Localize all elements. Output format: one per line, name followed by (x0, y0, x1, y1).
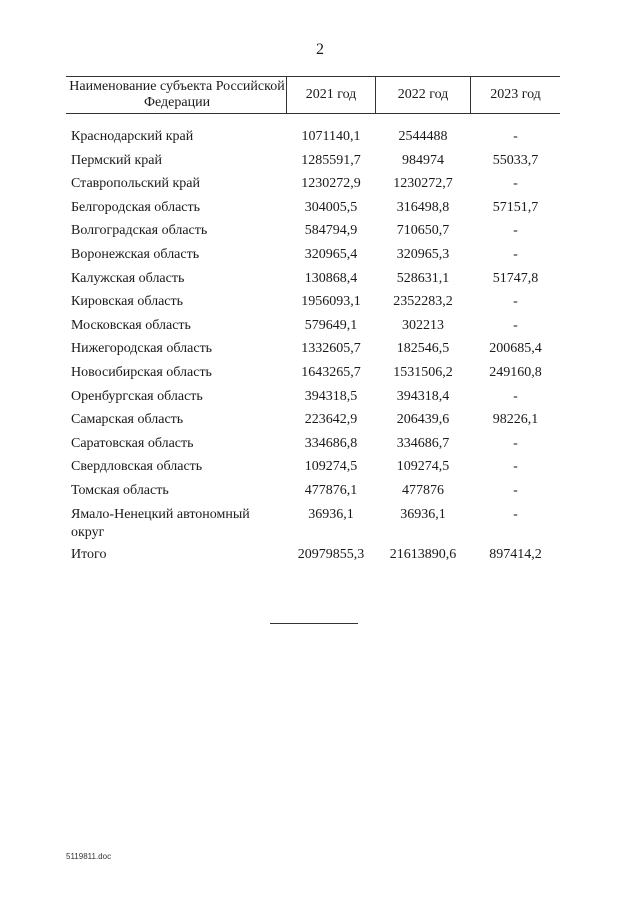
value-2022: 528631,1 (396, 270, 450, 286)
table-row (0, 506, 640, 546)
value-2022: 109274,5 (396, 459, 450, 475)
end-of-table-rule (270, 623, 358, 624)
table-row (0, 199, 640, 223)
value-2022: 1230272,7 (393, 176, 453, 192)
value-2023: - (513, 435, 518, 451)
value-2021: 320965,4 (304, 246, 358, 262)
value-2022: 302213 (402, 317, 444, 333)
value-2022: 36936,1 (400, 506, 446, 522)
value-2021: 477876,1 (304, 482, 358, 498)
table-header-bottom-rule (66, 113, 560, 114)
value-2023: - (513, 506, 518, 522)
column-header-2021: 2021 год (305, 87, 357, 102)
value-2023: 55033,7 (492, 152, 539, 168)
table-row (0, 317, 640, 341)
table-row (0, 435, 640, 459)
value-2021: 36936,1 (308, 506, 354, 522)
value-2023: - (513, 223, 518, 239)
value-2022: 984974 (402, 152, 444, 168)
region-name: Пермский край (71, 152, 162, 168)
value-2021: 1956093,1 (301, 294, 361, 310)
document-code: 5119811.doc (66, 852, 112, 861)
value-2021: 223642,9 (304, 412, 358, 428)
region-name: Кировская область (71, 294, 184, 310)
table-row (0, 270, 640, 294)
page-number: 2 (316, 41, 324, 58)
total-label: Итого (71, 546, 107, 562)
table-row (0, 388, 640, 412)
total-2021: 20979855,3 (297, 546, 365, 562)
region-name: Волгоградская область (71, 223, 208, 239)
region-name: Краснодарский край (71, 129, 194, 144)
column-header-region: Наименование субъекта Российской Федерации (69, 79, 285, 110)
region-name: Саратовская область (71, 435, 194, 451)
region-name: Оренбургская область (71, 388, 203, 404)
table-row (0, 458, 640, 482)
value-2021: 584794,9 (304, 223, 358, 239)
table-row (0, 364, 640, 388)
value-2021: 1285591,7 (301, 152, 361, 168)
value-2022: 2352283,2 (393, 294, 453, 310)
table-row (0, 175, 640, 199)
value-2023: 200685,4 (489, 341, 542, 357)
value-2021: 109274,5 (304, 459, 358, 475)
value-2021: 579649,1 (304, 317, 358, 333)
value-2023: 51747,8 (492, 270, 539, 286)
region-name: Самарская область (71, 412, 184, 428)
value-2021: 1230272,9 (301, 176, 361, 192)
value-2023: - (513, 482, 518, 498)
table-row (0, 128, 640, 152)
value-2023: - (513, 388, 518, 404)
value-2021: 130868,4 (304, 270, 358, 286)
value-2022: 1531506,2 (393, 364, 453, 380)
value-2021: 1071140,1 (301, 129, 361, 144)
region-name: Нижегородская область (71, 341, 213, 357)
value-2023: - (513, 294, 518, 310)
value-2023: - (513, 317, 518, 333)
region-name: Воронежская область (71, 246, 200, 262)
table-row (0, 340, 640, 364)
region-name: Белгородская область (71, 199, 201, 215)
table-row (0, 411, 640, 435)
value-2022: 394318,4 (396, 388, 450, 404)
value-2021: 304005,5 (304, 199, 358, 215)
table-row (0, 246, 640, 270)
region-name: Ставропольский край (71, 176, 200, 192)
value-2023: - (513, 129, 518, 144)
value-2021: 1332605,7 (301, 341, 361, 357)
value-2022: 206439,6 (396, 412, 450, 428)
table-row (0, 152, 640, 176)
region-name: Новосибирская область (71, 364, 212, 380)
value-2022: 320965,3 (396, 246, 450, 262)
column-header-2022: 2022 год (397, 87, 449, 102)
value-2022: 316498,8 (396, 199, 450, 215)
value-2023: - (513, 459, 518, 475)
value-2023: - (513, 176, 518, 192)
value-2022: 334686,7 (396, 435, 450, 451)
table-row (0, 482, 640, 506)
value-2022: 182546,5 (396, 341, 450, 357)
table-total-row (0, 546, 640, 570)
table-row (0, 293, 640, 317)
table-body (0, 128, 640, 569)
region-name: Ямало-Ненецкий автономный округ (71, 506, 250, 540)
region-name: Калужская область (71, 270, 185, 286)
value-2021: 334686,8 (304, 435, 358, 451)
value-2022: 710650,7 (396, 223, 450, 239)
value-2021: 1643265,7 (301, 364, 361, 380)
total-2023: 897414,2 (489, 546, 542, 562)
value-2023: 249160,8 (489, 364, 542, 380)
value-2022: 477876 (402, 482, 444, 498)
column-header-2023: 2023 год (490, 87, 541, 102)
region-name: Свердловская область (71, 459, 203, 475)
value-2021: 394318,5 (304, 388, 358, 404)
value-2022: 2544488 (398, 129, 448, 144)
region-name: Московская область (71, 317, 191, 333)
region-name: Томская область (71, 482, 169, 498)
value-2023: 98226,1 (492, 412, 539, 428)
value-2023: - (513, 246, 518, 262)
total-2022: 21613890,6 (389, 546, 457, 562)
value-2023: 57151,7 (492, 199, 539, 215)
table-row (0, 222, 640, 246)
